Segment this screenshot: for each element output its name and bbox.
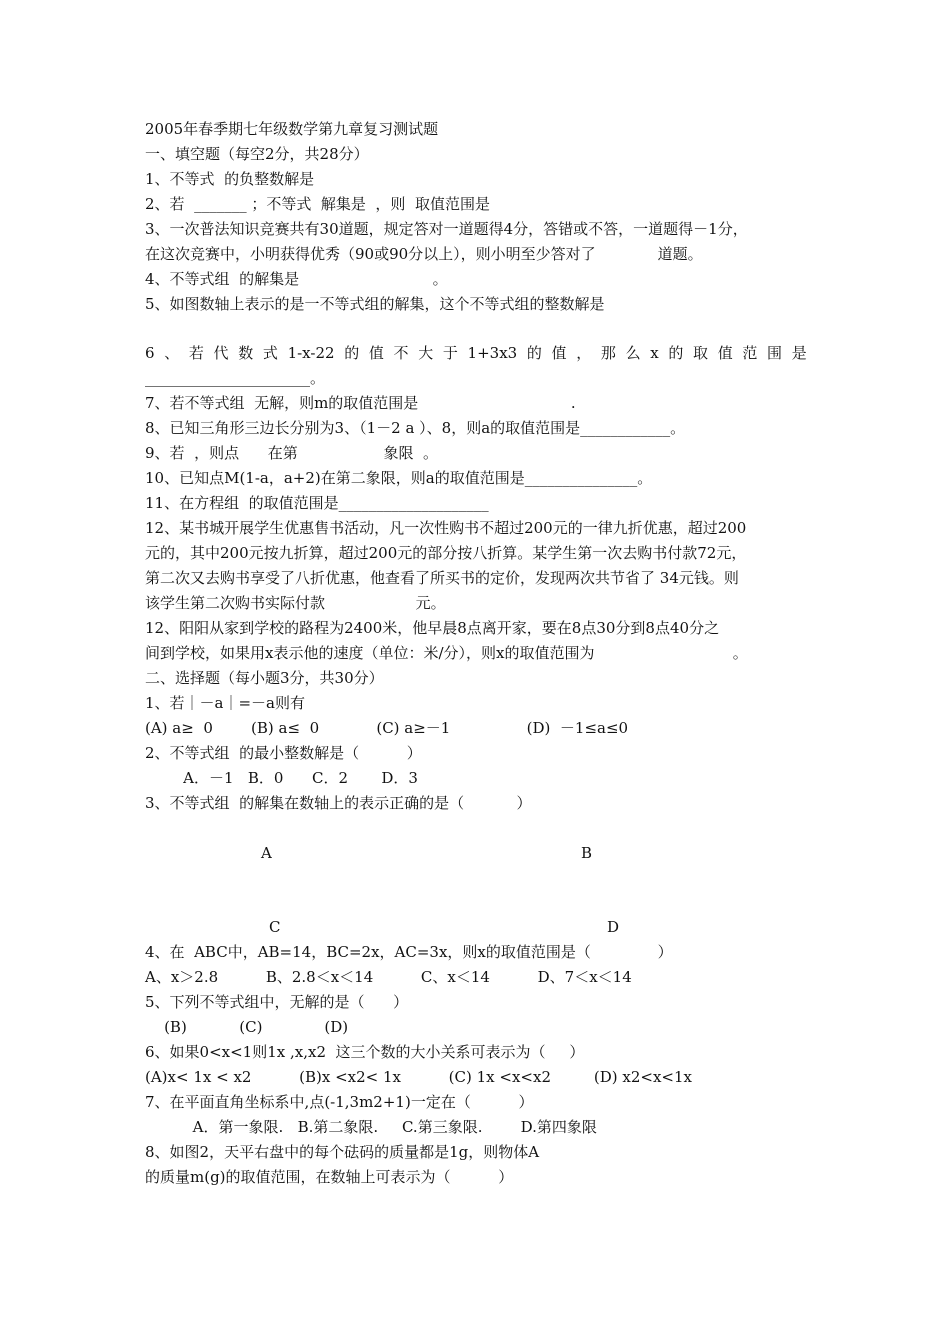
choice-5: 5、下列不等式组中，无解的是（ ） xyxy=(145,993,409,1011)
q6-token: 不 xyxy=(393,344,409,362)
question-12-line-2: 元的，其中200元按九折算，超过200元的部分按八折算。某学生第一次去购书付款72元， xyxy=(145,544,747,562)
question-1: 1、不等式 的负整数解是 xyxy=(145,170,315,188)
choice-7-options: A．第一象限. B.第二象限. C.第三象限. D.第四象限 xyxy=(145,1118,597,1136)
q6-token: 的 xyxy=(668,344,684,362)
choice-8-line-2: 的质量m(g)的取值范围，在数轴上可表示为（ ） xyxy=(145,1168,514,1186)
choice-4: 4、在 ABC中，AB=14，BC=2x，AC=3x，则x的取值范围是（ ） xyxy=(145,943,673,961)
question-6-line-2: ______________________。 xyxy=(145,369,326,387)
section-fill-in-heading: 一、填空题（每空2分，共28分） xyxy=(145,145,369,163)
q6-token: 的 xyxy=(526,344,542,362)
figure-label-b: B xyxy=(581,844,593,862)
doc-title: 2005年春季期七年级数学第九章复习测试题 xyxy=(145,120,439,138)
choice-8-line-1: 8、如图2，天平右盘中的每个砝码的质量都是1g，则物体A xyxy=(145,1143,540,1161)
q6-token: 的 xyxy=(344,344,360,362)
section-choice-heading: 二、选择题（每小题3分，共30分） xyxy=(145,669,384,687)
q6-token: 那 xyxy=(600,344,616,362)
q6-token: 式 xyxy=(262,344,278,362)
q6-token: 么 xyxy=(625,344,641,362)
question-7: 7、若不等式组 无解，则m的取值范围是 . xyxy=(145,394,576,412)
q6-token: 1+3x3 xyxy=(467,344,518,362)
q6-token: 数 xyxy=(238,344,254,362)
question-11: 11、在方程组 的取值范围是____________________ xyxy=(145,494,489,512)
figure-label-c: C xyxy=(269,918,281,936)
question-9: 9、若 ，则点 在第 象限 。 xyxy=(145,444,439,462)
q6-token: 值 xyxy=(551,344,567,362)
choice-3: 3、不等式组 的解集在数轴上的表示正确的是（ ） xyxy=(145,794,532,812)
figure-label-a: A xyxy=(261,844,272,862)
choice-4-options: A、x＞2.8 B、2.8＜x＜14 C、x＜14 D、7＜x＜14 xyxy=(145,968,632,986)
question-5: 5、如图数轴上表示的是一不等式组的解集，这个不等式组的整数解是 xyxy=(145,295,605,313)
figure-label-d: D xyxy=(607,918,620,936)
choice-5-options: (B) (C) (D) xyxy=(145,1018,349,1036)
question-10: 10、已知点M(1-a，a+2)在第二象限，则a的取值范围是_______________。 xyxy=(145,469,653,487)
q6-token: 6 xyxy=(145,344,155,362)
choice-6: 6、如果0<x<1则1x ,x,x2 这三个数的大小关系可表示为（ ） xyxy=(145,1043,585,1061)
choice-1: 1、若｜－a｜=－a则有 xyxy=(145,694,305,712)
q6-token: 于 xyxy=(442,344,458,362)
question-12-line-1: 12、某书城开展学生优惠售书活动，凡一次性购书不超过200元的一律九折优惠，超过200 xyxy=(145,519,747,537)
q6-token: 值 xyxy=(717,344,733,362)
question-12-line-4: 该学生第二次购书实际付款 元。 xyxy=(145,594,446,612)
q6-token: 代 xyxy=(213,344,229,362)
question-6-line-1 xyxy=(145,343,807,363)
choice-1-options: (A) a≥ 0 (B) a≤ 0 (C) a≥－1 (D) －1≤a≤0 xyxy=(145,719,629,737)
question-8: 8、已知三角形三边长分别为3、（1－2 a ）、8，则a的取值范围是____________。 xyxy=(145,419,686,437)
choice-2: 2、不等式组 的最小整数解是（ ） xyxy=(145,744,422,762)
q6-token: 若 xyxy=(188,344,204,362)
question-12-line-3: 第二次又去购书享受了八折优惠，他查看了所买书的定价，发现两次共节省了 34元钱。则 xyxy=(145,569,739,587)
choice-6-options: (A)x< 1x < x2 (B)x <x2< 1x (C) 1x <x<x2 (D) x2<x<1x xyxy=(145,1068,693,1086)
question-13-line-1: 12、阳阳从家到学校的路程为2400米，他早晨8点离开家，要在8点30分到8点40分之 xyxy=(145,619,720,637)
question-3-line-1: 3、一次普法知识竞赛共有30道题，规定答对一道题得4分，答错或不答，一道题得－1分， xyxy=(145,220,748,238)
q6-token: ， xyxy=(576,344,592,362)
question-3-line-2: 在这次竞赛中，小明获得优秀（90或90分以上），则小明至少答对了 道题。 xyxy=(145,245,703,263)
q6-token: 1-x-22 xyxy=(287,344,335,362)
question-13-line-2: 间到学校，如果用x表示他的速度（单位：米/分），则x的取值范围为 。 xyxy=(145,644,748,662)
question-4: 4、不等式组 的解集是 。 xyxy=(145,270,448,288)
q6-token: 大 xyxy=(418,344,434,362)
q6-token: 值 xyxy=(368,344,384,362)
q6-token: 范 xyxy=(742,344,758,362)
q6-token: 是 xyxy=(791,344,807,362)
q6-token: 取 xyxy=(693,344,709,362)
q6-token: 、 xyxy=(164,344,180,362)
q6-token: x xyxy=(650,344,659,362)
choice-2-options: A．－1 B．0 C．2 D．3 xyxy=(145,769,418,787)
choice-7: 7、在平面直角坐标系中,点(-1,3m2+1)一定在（ ） xyxy=(145,1093,534,1111)
question-2: 2、若 _______ ；不等式 解集是 ，则 取值范围是 xyxy=(145,195,490,213)
q6-token: 围 xyxy=(767,344,783,362)
